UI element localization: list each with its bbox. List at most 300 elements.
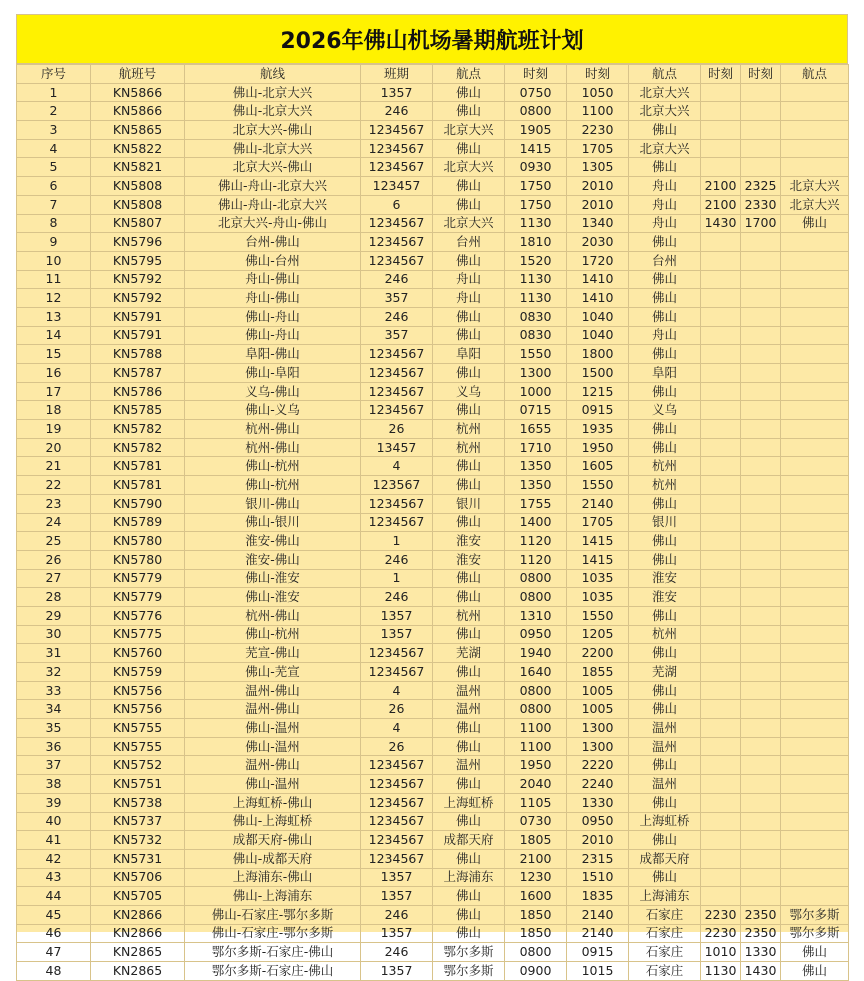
- table-cell: 佛山-淮安: [185, 588, 361, 607]
- table-cell: 2200: [567, 644, 629, 663]
- table-cell: 北京大兴: [629, 102, 701, 121]
- table-cell: 舟山: [629, 326, 701, 345]
- table-cell: [741, 775, 781, 794]
- table-cell: 1000: [505, 382, 567, 401]
- table-cell: 佛山: [629, 270, 701, 289]
- table-cell: 1035: [567, 569, 629, 588]
- table-row: [17, 663, 849, 682]
- table-row: [17, 83, 849, 102]
- table-cell: 0915: [567, 401, 629, 420]
- table-cell: 1130: [505, 270, 567, 289]
- table-cell: [701, 233, 741, 252]
- table-cell: 2315: [567, 849, 629, 868]
- table-row: [17, 326, 849, 345]
- table-cell: 40: [17, 812, 91, 831]
- table-cell: 1500: [567, 364, 629, 383]
- table-cell: 上海虹桥: [433, 793, 505, 812]
- table-cell: [781, 476, 849, 495]
- table-cell: [701, 476, 741, 495]
- table-cell: 佛山: [433, 102, 505, 121]
- table-cell: [781, 382, 849, 401]
- table-cell: KN5821: [91, 158, 185, 177]
- table-cell: 2100: [701, 177, 741, 196]
- schedule-sheet: [16, 14, 848, 978]
- table-cell: 佛山-杭州: [185, 457, 361, 476]
- table-cell: 鄂尔多斯: [781, 905, 849, 924]
- table-cell: 1800: [567, 345, 629, 364]
- table-cell: KN5789: [91, 513, 185, 532]
- table-cell: 佛山: [433, 307, 505, 326]
- table-cell: 鄂尔多斯: [781, 924, 849, 943]
- table-cell: [701, 513, 741, 532]
- table-row: [17, 962, 849, 981]
- table-cell: 舟山: [433, 289, 505, 308]
- table-cell: 4: [361, 719, 433, 738]
- table-cell: 0800: [505, 700, 567, 719]
- table-cell: 北京大兴-佛山: [185, 121, 361, 140]
- table-cell: [781, 364, 849, 383]
- table-cell: [741, 251, 781, 270]
- table-cell: 佛山-温州: [185, 775, 361, 794]
- table-cell: [701, 457, 741, 476]
- table-body: [17, 83, 849, 980]
- table-cell: [741, 476, 781, 495]
- table-cell: KN5781: [91, 476, 185, 495]
- table-cell: 佛山: [433, 737, 505, 756]
- table-cell: [781, 83, 849, 102]
- table-cell: [741, 513, 781, 532]
- table-cell: 2230: [701, 905, 741, 924]
- table-row: [17, 606, 849, 625]
- table-cell: 44: [17, 887, 91, 906]
- table-row: [17, 887, 849, 906]
- table-cell: 佛山-温州: [185, 737, 361, 756]
- table-cell: 佛山-阜阳: [185, 364, 361, 383]
- table-row: [17, 251, 849, 270]
- table-cell: 2230: [701, 924, 741, 943]
- table-cell: 佛山: [433, 905, 505, 924]
- table-cell: KN5756: [91, 700, 185, 719]
- table-cell: 1130: [505, 214, 567, 233]
- table-cell: 北京大兴: [629, 139, 701, 158]
- table-cell: [781, 102, 849, 121]
- table-cell: 淮安: [629, 588, 701, 607]
- table-cell: 1755: [505, 494, 567, 513]
- table-cell: 1: [17, 83, 91, 102]
- table-cell: 佛山: [433, 326, 505, 345]
- table-cell: 鄂尔多斯-石家庄-佛山: [185, 962, 361, 981]
- table-cell: KN5866: [91, 102, 185, 121]
- table-cell: 1357: [361, 887, 433, 906]
- table-row: [17, 681, 849, 700]
- table-cell: 佛山: [433, 401, 505, 420]
- table-cell: [781, 532, 849, 551]
- table-cell: [741, 569, 781, 588]
- table-cell: 26: [361, 420, 433, 439]
- table-cell: 鄂尔多斯-石家庄-佛山: [185, 943, 361, 962]
- table-cell: [781, 121, 849, 140]
- table-cell: [741, 719, 781, 738]
- table-cell: 1010: [701, 943, 741, 962]
- table-cell: 1105: [505, 793, 567, 812]
- table-cell: 27: [17, 569, 91, 588]
- table-cell: 2140: [567, 905, 629, 924]
- table-cell: [701, 102, 741, 121]
- table-cell: KN5792: [91, 289, 185, 308]
- table-cell: 2010: [567, 831, 629, 850]
- table-cell: 北京大兴: [629, 83, 701, 102]
- table-cell: 1710: [505, 438, 567, 457]
- table-cell: 1430: [741, 962, 781, 981]
- table-cell: 佛山: [629, 289, 701, 308]
- table-cell: 15: [17, 345, 91, 364]
- table-cell: [701, 588, 741, 607]
- table-cell: 1850: [505, 905, 567, 924]
- table-cell: [781, 401, 849, 420]
- table-cell: [781, 420, 849, 439]
- flight-schedule-table: [16, 64, 849, 981]
- table-cell: 1205: [567, 625, 629, 644]
- table-cell: 佛山: [433, 924, 505, 943]
- table-cell: 1100: [505, 719, 567, 738]
- table-cell: 北京大兴: [781, 177, 849, 196]
- column-header: 航点: [781, 65, 849, 84]
- table-cell: [741, 102, 781, 121]
- table-cell: 佛山: [629, 550, 701, 569]
- table-cell: 1100: [505, 737, 567, 756]
- table-row: [17, 700, 849, 719]
- table-cell: 1: [361, 532, 433, 551]
- table-cell: 5: [17, 158, 91, 177]
- table-cell: 1234567: [361, 793, 433, 812]
- table-cell: 1720: [567, 251, 629, 270]
- table-cell: [781, 812, 849, 831]
- table-cell: 0800: [505, 681, 567, 700]
- table-cell: 佛山: [629, 121, 701, 140]
- table-row: [17, 532, 849, 551]
- table-row: [17, 382, 849, 401]
- table-cell: 温州-佛山: [185, 681, 361, 700]
- table-cell: [741, 457, 781, 476]
- table-cell: 佛山: [433, 476, 505, 495]
- table-cell: 1040: [567, 326, 629, 345]
- table-cell: 佛山: [629, 606, 701, 625]
- column-header: 时刻: [567, 65, 629, 84]
- table-cell: 杭州: [433, 606, 505, 625]
- table-row: [17, 737, 849, 756]
- table-cell: 2040: [505, 775, 567, 794]
- table-cell: 38: [17, 775, 91, 794]
- table-cell: 义乌: [433, 382, 505, 401]
- table-cell: 杭州: [433, 438, 505, 457]
- table-cell: [781, 270, 849, 289]
- table-cell: 1234567: [361, 158, 433, 177]
- table-cell: 台州: [433, 233, 505, 252]
- table-cell: [741, 625, 781, 644]
- table-cell: [701, 831, 741, 850]
- table-cell: 42: [17, 849, 91, 868]
- table-cell: 1234567: [361, 812, 433, 831]
- table-cell: 舟山: [629, 195, 701, 214]
- table-cell: KN2866: [91, 924, 185, 943]
- table-cell: 杭州: [629, 476, 701, 495]
- table-cell: 246: [361, 270, 433, 289]
- table-cell: KN2865: [91, 943, 185, 962]
- table-cell: 佛山: [629, 793, 701, 812]
- table-cell: 0950: [567, 812, 629, 831]
- table-cell: [701, 83, 741, 102]
- table-cell: KN5790: [91, 494, 185, 513]
- table-cell: 银川: [433, 494, 505, 513]
- table-cell: KN5808: [91, 195, 185, 214]
- column-header: 航线: [185, 65, 361, 84]
- table-cell: [701, 700, 741, 719]
- column-header: 时刻: [741, 65, 781, 84]
- table-cell: 2325: [741, 177, 781, 196]
- table-cell: [741, 382, 781, 401]
- table-cell: 上海虹桥: [629, 812, 701, 831]
- table-cell: 2100: [701, 195, 741, 214]
- table-row: [17, 438, 849, 457]
- table-cell: 1655: [505, 420, 567, 439]
- table-cell: 石家庄: [629, 905, 701, 924]
- table-cell: 1605: [567, 457, 629, 476]
- table-cell: 31: [17, 644, 91, 663]
- table-cell: 13: [17, 307, 91, 326]
- table-cell: 246: [361, 102, 433, 121]
- table-cell: [741, 83, 781, 102]
- table-cell: KN5782: [91, 438, 185, 457]
- table-cell: [741, 793, 781, 812]
- table-cell: 1: [361, 569, 433, 588]
- table-cell: 上海虹桥-佛山: [185, 793, 361, 812]
- table-cell: [701, 606, 741, 625]
- table-cell: 1415: [567, 532, 629, 551]
- table-row: [17, 588, 849, 607]
- table-cell: 39: [17, 793, 91, 812]
- table-cell: 佛山-石家庄-鄂尔多斯: [185, 905, 361, 924]
- table-cell: 1234567: [361, 345, 433, 364]
- table-cell: 佛山-成都天府: [185, 849, 361, 868]
- table-cell: 26: [361, 700, 433, 719]
- table-cell: [701, 737, 741, 756]
- table-cell: 阜阳: [629, 364, 701, 383]
- table-cell: KN5737: [91, 812, 185, 831]
- table-cell: KN5752: [91, 756, 185, 775]
- table-cell: [781, 681, 849, 700]
- table-cell: 佛山-舟山: [185, 326, 361, 345]
- table-cell: 佛山-石家庄-鄂尔多斯: [185, 924, 361, 943]
- table-cell: 17: [17, 382, 91, 401]
- table-cell: 佛山: [433, 663, 505, 682]
- table-row: [17, 775, 849, 794]
- table-cell: 杭州-佛山: [185, 438, 361, 457]
- table-cell: 佛山-舟山-北京大兴: [185, 195, 361, 214]
- table-cell: 1215: [567, 382, 629, 401]
- table-cell: [741, 326, 781, 345]
- table-cell: 48: [17, 962, 91, 981]
- table-cell: KN5781: [91, 457, 185, 476]
- table-cell: 32: [17, 663, 91, 682]
- table-cell: 0830: [505, 307, 567, 326]
- table-cell: 33: [17, 681, 91, 700]
- table-cell: 2030: [567, 233, 629, 252]
- table-cell: 温州: [433, 681, 505, 700]
- table-cell: [741, 364, 781, 383]
- table-cell: 2350: [741, 905, 781, 924]
- table-cell: [701, 756, 741, 775]
- table-cell: [781, 588, 849, 607]
- table-cell: 佛山: [629, 644, 701, 663]
- table-cell: 2140: [567, 924, 629, 943]
- table-cell: 1130: [505, 289, 567, 308]
- table-cell: 1415: [505, 139, 567, 158]
- table-cell: KN5751: [91, 775, 185, 794]
- table-cell: [741, 812, 781, 831]
- table-cell: [741, 345, 781, 364]
- table-cell: 佛山: [629, 700, 701, 719]
- table-cell: [701, 775, 741, 794]
- table-cell: 1234567: [361, 756, 433, 775]
- table-row: [17, 756, 849, 775]
- table-cell: [781, 737, 849, 756]
- table-cell: 1350: [505, 457, 567, 476]
- table-cell: 阜阳-佛山: [185, 345, 361, 364]
- table-cell: 佛山: [781, 962, 849, 981]
- table-cell: 1705: [567, 139, 629, 158]
- table-cell: 4: [361, 681, 433, 700]
- table-cell: 温州: [433, 700, 505, 719]
- table-cell: 246: [361, 943, 433, 962]
- table-cell: [701, 625, 741, 644]
- table-cell: [701, 812, 741, 831]
- table-cell: [701, 345, 741, 364]
- table-cell: 2240: [567, 775, 629, 794]
- page-title: 2026年佛山机场暑期航班计划: [16, 14, 848, 64]
- table-cell: 1350: [505, 476, 567, 495]
- table-cell: [781, 606, 849, 625]
- table-cell: 1300: [505, 364, 567, 383]
- table-cell: KN5756: [91, 681, 185, 700]
- table-cell: [741, 606, 781, 625]
- table-cell: [701, 251, 741, 270]
- table-cell: 鄂尔多斯: [433, 943, 505, 962]
- column-header: 时刻: [701, 65, 741, 84]
- table-cell: 温州-佛山: [185, 700, 361, 719]
- table-cell: 1410: [567, 270, 629, 289]
- table-cell: 2100: [505, 849, 567, 868]
- table-cell: [701, 494, 741, 513]
- table-cell: [701, 382, 741, 401]
- table-cell: 1234567: [361, 121, 433, 140]
- table-cell: 佛山-上海虹桥: [185, 812, 361, 831]
- table-cell: 0750: [505, 83, 567, 102]
- table-cell: 佛山: [433, 513, 505, 532]
- table-cell: 0800: [505, 102, 567, 121]
- table-cell: [701, 401, 741, 420]
- table-cell: 30: [17, 625, 91, 644]
- table-row: [17, 214, 849, 233]
- table-cell: 34: [17, 700, 91, 719]
- table-cell: KN5706: [91, 868, 185, 887]
- table-cell: [781, 663, 849, 682]
- table-cell: [741, 270, 781, 289]
- table-cell: 佛山: [433, 849, 505, 868]
- table-cell: 1357: [361, 625, 433, 644]
- table-cell: 0930: [505, 158, 567, 177]
- table-cell: 佛山: [433, 719, 505, 738]
- table-cell: [701, 887, 741, 906]
- table-cell: 台州-佛山: [185, 233, 361, 252]
- table-cell: [781, 700, 849, 719]
- table-cell: 1700: [741, 214, 781, 233]
- table-cell: 佛山: [629, 158, 701, 177]
- table-cell: 246: [361, 905, 433, 924]
- table-cell: 0915: [567, 943, 629, 962]
- table-cell: 1850: [505, 924, 567, 943]
- table-cell: 温州: [629, 737, 701, 756]
- table-cell: 芜湖: [629, 663, 701, 682]
- table-cell: 佛山-北京大兴: [185, 83, 361, 102]
- table-cell: [701, 793, 741, 812]
- table-cell: 4: [361, 457, 433, 476]
- table-cell: [781, 233, 849, 252]
- table-cell: 佛山: [629, 831, 701, 850]
- table-cell: 佛山-台州: [185, 251, 361, 270]
- table-cell: 佛山: [433, 364, 505, 383]
- table-cell: 1600: [505, 887, 567, 906]
- table-cell: [701, 438, 741, 457]
- table-cell: 义乌-佛山: [185, 382, 361, 401]
- table-cell: 佛山-银川: [185, 513, 361, 532]
- table-cell: [781, 831, 849, 850]
- table-cell: [701, 289, 741, 308]
- table-cell: [741, 289, 781, 308]
- table-row: [17, 102, 849, 121]
- table-cell: KN5780: [91, 532, 185, 551]
- table-cell: 1300: [567, 737, 629, 756]
- table-cell: 1005: [567, 700, 629, 719]
- table-cell: 淮安: [433, 550, 505, 569]
- table-cell: 舟山: [629, 177, 701, 196]
- table-cell: KN5738: [91, 793, 185, 812]
- table-cell: KN5791: [91, 307, 185, 326]
- table-cell: 11: [17, 270, 91, 289]
- table-cell: 1855: [567, 663, 629, 682]
- table-cell: 26: [17, 550, 91, 569]
- table-cell: KN5807: [91, 214, 185, 233]
- column-header: 航点: [433, 65, 505, 84]
- table-cell: 北京大兴: [433, 121, 505, 140]
- table-cell: 1305: [567, 158, 629, 177]
- table-cell: [781, 625, 849, 644]
- column-header: 航班号: [91, 65, 185, 84]
- table-cell: [781, 289, 849, 308]
- table-cell: [781, 158, 849, 177]
- table-cell: 舟山-佛山: [185, 289, 361, 308]
- column-header: 时刻: [505, 65, 567, 84]
- table-cell: 1035: [567, 588, 629, 607]
- table-row: [17, 364, 849, 383]
- table-cell: 佛山: [781, 214, 849, 233]
- table-header: [17, 65, 849, 84]
- table-cell: 0800: [505, 569, 567, 588]
- table-cell: KN5785: [91, 401, 185, 420]
- table-cell: [781, 849, 849, 868]
- table-cell: 1234567: [361, 513, 433, 532]
- table-cell: 鄂尔多斯: [433, 962, 505, 981]
- table-cell: 佛山: [629, 868, 701, 887]
